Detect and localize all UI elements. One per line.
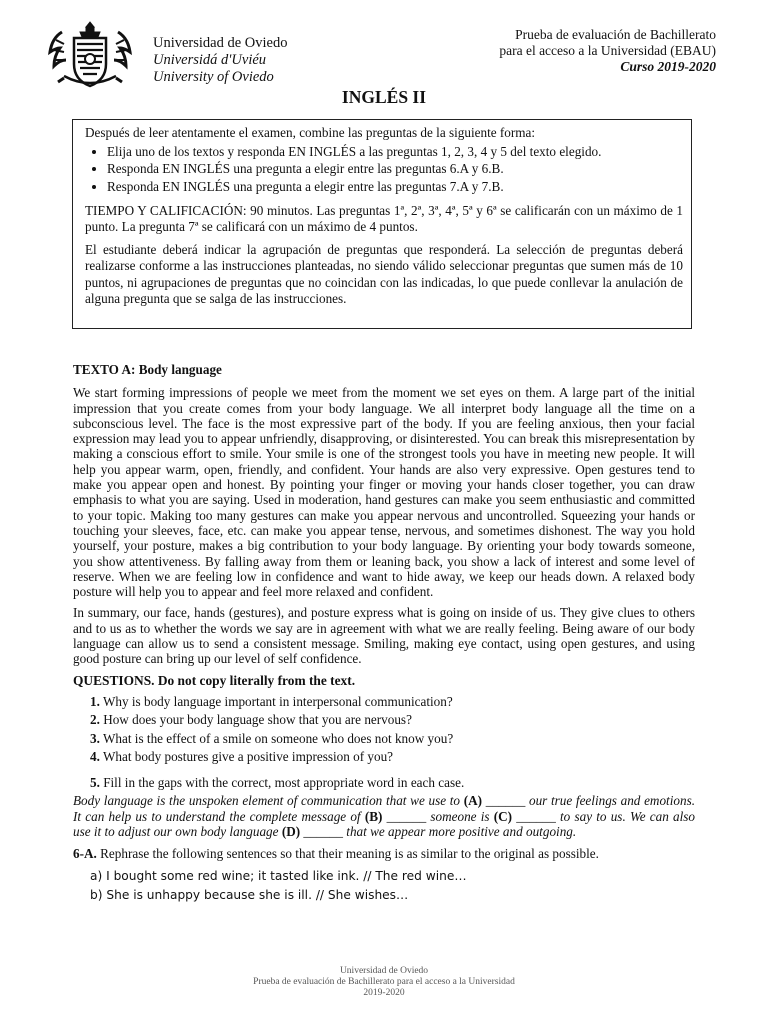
rephrase-items [73,867,695,905]
instruction-item: • Responda EN INGLÉS una pregunta a elegir entre las preguntas 7.A y 7.B. [107,179,683,195]
instructions-box [72,119,692,329]
instruction-item: • Elija uno de los textos y responda EN INGLÉS a las preguntas 1, 2, 3, 4 y 5 del texto elegido. [107,144,683,160]
instructions-list [85,144,683,195]
university-name-block [153,35,288,86]
university-name-en: University of Oviedo [153,69,274,85]
question-6a: 6-A. Rephrase the following sentences so that their meaning is as similar to the original as possible. [73,846,599,862]
question-item: 4. What body postures give a positive impression of you? [90,748,394,764]
text-a-paragraph: In summary, our face, hands (gestures), and posture express what is going on inside of us. They give clues to others and to us as to whether the words we say are in agreement with what we are really feeling. Being aware of our body language can allow us to send a consistent message. Smiling, making eye contact, using open gestures, and using good posture can bring up our level of self confidence. [73,605,695,667]
exam-info-block [416,27,716,75]
question-item: 3. What is the effect of a smile on someone who does not know you? [90,730,454,746]
text-a-title: TEXTO A: Body language [73,362,222,377]
question-item: 2. How does your body language show that you are nervous? [90,712,412,728]
questions-list [73,694,695,764]
page-title: INGLÉS II [341,87,427,107]
question-item: 1. Why is body language important in interpersonal communication? [90,693,453,709]
rephrase-item: a) I bought some red wine; it tasted like ink. // The red wine… [90,868,467,883]
footer-line: 2019-2020 [363,988,405,998]
exam-line-1: Prueba de evaluación de Bachillerato [515,27,716,42]
fill-in-gaps-text: Body language is the unspoken element of communication that we use to (A) ______ our true feelings and emotions. It can help us to understand the complete message of (B) ______ someone is (C) ______ to say to us. We can also use it to adjust our own body language (D) ______ that we appear more positive and outgoing. [73,793,695,840]
time-and-grading: TIEMPO Y CALIFICACIÓN: 90 minutos. Las preguntas 1ª, 2ª, 3ª, 4ª, 5ª y 6ª se calificarán con un máximo de 1 punto. La pregunta 7ª se calificará con un máximo de 4 puntos. [85,202,683,235]
questions-title: QUESTIONS. Do not copy literally from the text. [73,672,356,688]
rephrase-item: b) She is unhappy because she is ill. // She wishes… [90,887,409,902]
university-name-ast: Universidá d'Uviéu [153,52,267,68]
footer-line: Universidad de Oviedo [339,966,429,976]
page-footer [0,966,768,999]
university-name-es: Universidad de Oviedo [153,35,288,51]
exam-content [73,362,695,905]
university-coat-of-arms-logo [44,20,136,92]
instructions-intro: Después de leer atentamente el examen, combine las preguntas de la siguiente forma: [85,125,536,140]
text-a-paragraph: We start forming impressions of people we meet from the moment we set eyes on them. A large part of the initial impression that you create comes from your body language. We all interpret body language all the time on a subconscious level. The face is the most expressive part of the body. If you are feeling anxious, then your facial expression may lead you to appear unfriendly, disapproving, or disinterested. You can break this misrepresentation by making a conscious effort to smile. Your smile is one of the strongest tools you have in meeting new people. It will help you appear warm, open, friendly, and confident. Your hands are also very expressive. Open gestures tend to make you appear open and honest. By pointing your finger or moving your hands closer together, you can draw emphasis to what you are saying. Used in moderation, hand gestures can make you seem enthusiastic and committed to your topic. Making too many gestures can make you appear nervous and uncontrolled. Squeezing your hands or touching your sleeves, face, etc. can make you appear tense, nervous, and sometimes dishonest. The way you hold yourself, your posture, makes a big contribution to your body language. By orienting your body towards someone, you show attentiveness. By falling away from them or leaning back, you show a lack of interest and some level of reserve. When we are feeling low in confidence and want to hide away, we keep our heads down. A relaxed body posture will help you to appear and feel more relaxed and confident. [73,385,695,600]
question-5: 5. Fill in the gaps with the correct, most appropriate word in each case. [90,775,465,791]
selection-note: El estudiante deberá indicar la agrupación de preguntas que responderá. La selección de preguntas deberá realizarse conforme a las instrucciones planteadas, no siendo válido seleccionar preguntas que sumen más de 10 puntos, ni agrupaciones de preguntas que no coincidan con las indicadas, lo que puede conllevar la anulación de alguna pregunta que se salga de las instrucciones. [85,242,683,306]
exam-line-2: para el acceso a la Universidad (EBAU) [499,43,716,58]
instruction-item: • Responda EN INGLÉS una pregunta a elegir entre las preguntas 6.A y 6.B. [107,161,683,177]
course-year: Curso 2019-2020 [620,59,716,74]
footer-line: Prueba de evaluación de Bachillerato para el acceso a la Universidad [253,977,515,987]
